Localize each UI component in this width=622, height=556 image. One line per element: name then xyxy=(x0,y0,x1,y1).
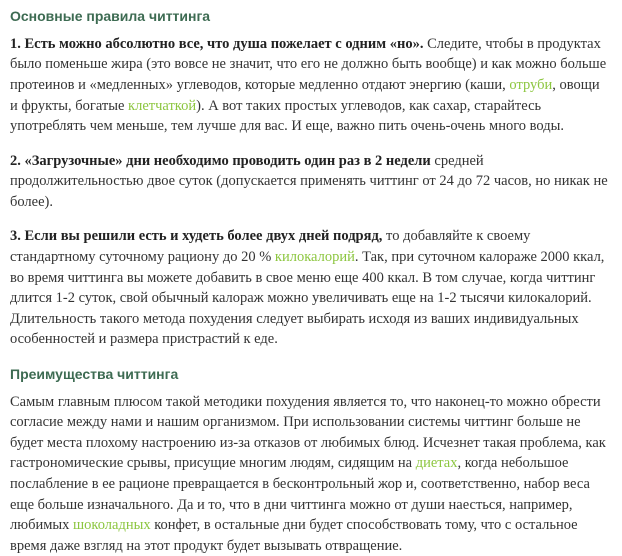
paragraph-rule-2 xyxy=(10,151,610,213)
body-text: средней продолжительностью двое суток (допускается применять читтинг от 24 до 72 часов, но никак не более). xyxy=(10,152,608,210)
emphasis-text: Если вы решили есть и худеть более двух дней подряд, xyxy=(24,228,383,245)
body-text: то добавляйте к своему стандартному суточному рациону до 20 % xyxy=(10,228,531,265)
paragraph-rule-1 xyxy=(10,34,610,137)
section-heading-advantages: Преимущества читтинга xyxy=(10,365,179,382)
inline-link[interactable]: шоколадных xyxy=(73,517,151,534)
emphasis-text: «Загрузочные» дни необходимо проводить один раз в 2 недели xyxy=(24,152,431,169)
body-text: Самым главным плюсом такой методики похудения является то, что наконец-то можно обрести согласие между нами и нашим организмом. При использовании системы читтинг больше не будет места плохому настроению из-за отказов от любимых блюд. Исчезнет такая проблема, как гастрономические срывы, присущие многим людям, сидящим на xyxy=(10,393,606,472)
inline-link[interactable]: отруби xyxy=(509,76,553,93)
inline-link[interactable]: килокалорий xyxy=(274,249,355,265)
inline-link[interactable]: клетчаткой xyxy=(128,97,197,114)
emphasis-text: 1. xyxy=(10,35,25,52)
paragraph-rule-3 xyxy=(10,226,610,349)
emphasis-text: 3. xyxy=(10,228,25,245)
body-text: . Так, при суточном калораже 2000 ккал, во время читтинга вы можете добавить в свое меню еще 400 ккал. В том случае, когда читтинг длится 1-2 суток, свой обычный калораж можно увеличивать еще на 1-2 тысячи килокалорий. Длительность такого метода похудения следует выбирать исходя из ваших индивидуальных особенностей и размера пристрастий к еде. xyxy=(10,249,605,348)
body-text: ). А вот таких простых углеводов, как сахар, старайтесь употреблять чем меньше, тем лучше для вас. И еще, важно пить очень-очень много воды. xyxy=(10,97,564,135)
emphasis-text: 2. xyxy=(10,152,25,169)
body-text: конфет, в остальные дни будет способствовать тому, что с остальное время даже взгляд на этот продукт будет вызывать отвращение. xyxy=(10,517,578,554)
body-text: , когда небольшое послабление в ее рационе превращается в бесконтрольный жор и, соответственно, набор веса еще больше изначального. Да и то, что в дни читтинга можно от души наесться, например, любимых xyxy=(10,455,590,534)
body-text: Следите, чтобы в продуктах было поменьше жира (это вовсе не значит, что его не должно быть вообще) и как можно больше протеинов и «медленных» углеводов, которые медленно отдают энергию (каши, xyxy=(10,35,607,93)
inline-link[interactable]: диетах xyxy=(415,455,458,472)
emphasis-text: Есть можно абсолютно все, что душа пожелает с одним «но». xyxy=(24,35,424,52)
section-heading-rules: Основные правила читтинга xyxy=(10,8,211,24)
body-text: , овощи и фрукты, богатые xyxy=(10,76,600,114)
paragraph-advantages xyxy=(10,392,610,556)
